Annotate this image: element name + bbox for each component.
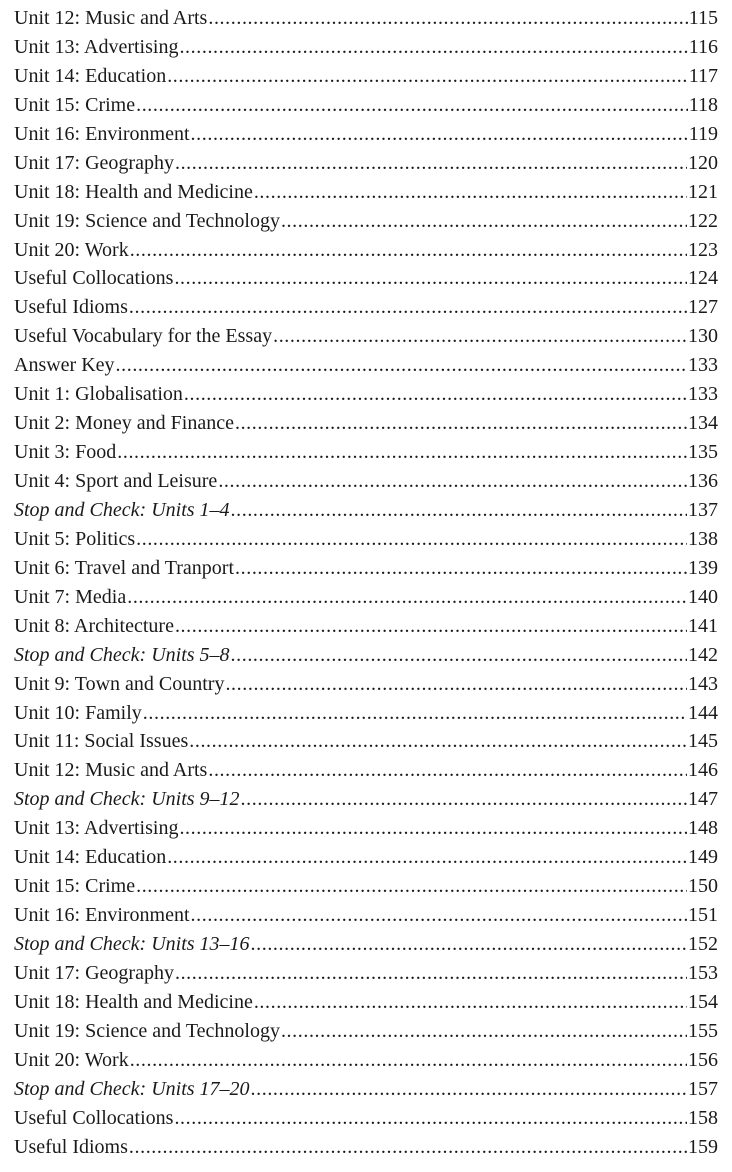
toc-entry-page: 121: [688, 180, 718, 203]
toc-entry-page: 147: [688, 788, 718, 811]
toc-entry: [14, 699, 718, 728]
toc-entry: [14, 33, 718, 62]
dot-leader: [167, 62, 688, 91]
toc-entry-title: Unit 12: Music and Arts: [14, 7, 208, 29]
toc-entry-title: Useful Collocations: [14, 1106, 174, 1129]
toc-entry: [14, 496, 718, 525]
toc-entry: [14, 612, 718, 641]
dot-leader: [179, 814, 687, 843]
toc-entry: [14, 1133, 718, 1162]
toc-entry-title: Unit 11: Social Issues: [14, 730, 189, 753]
toc-entry-page: 153: [688, 961, 718, 984]
toc-entry: [14, 380, 718, 409]
toc-entry: [14, 959, 718, 988]
toc-entry-page: 135: [688, 441, 718, 464]
toc-entry-page: 144: [688, 701, 718, 724]
dot-leader: [127, 583, 687, 612]
dot-leader: [129, 1133, 687, 1162]
dot-leader: [273, 322, 687, 351]
toc-entry-page: 152: [688, 933, 718, 955]
dot-leader: [117, 438, 687, 467]
toc-entry-page: 122: [688, 209, 718, 232]
toc-entry: [14, 1017, 718, 1046]
toc-entry-page: 120: [688, 151, 718, 174]
table-of-contents: [14, 4, 718, 1162]
dot-leader: [231, 496, 687, 525]
dot-leader: [136, 91, 688, 120]
toc-entry-page: 139: [688, 556, 718, 579]
toc-entry: [14, 583, 718, 612]
toc-entry: [14, 727, 718, 756]
toc-entry: [14, 4, 718, 33]
toc-entry: [14, 1046, 718, 1075]
dot-leader: [174, 264, 687, 293]
toc-entry-page: 149: [688, 846, 718, 869]
toc-entry-title: Stop and Check: Units 13–16: [14, 933, 250, 955]
toc-entry: [14, 785, 718, 814]
dot-leader: [191, 901, 687, 930]
toc-entry-title: Unit 16: Environment: [14, 122, 190, 145]
toc-entry-page: 134: [688, 412, 718, 435]
dot-leader: [218, 467, 687, 496]
toc-entry-title: Unit 18: Health and Medicine: [14, 180, 253, 203]
toc-entry-title: Useful Vocabulary for the Essay: [14, 325, 273, 348]
dot-leader: [136, 872, 687, 901]
toc-entry-title: Unit 6: Travel and Tranport: [14, 556, 235, 579]
toc-entry: [14, 409, 718, 438]
toc-entry: [14, 930, 718, 959]
toc-entry: [14, 178, 718, 207]
dot-leader: [130, 1046, 687, 1075]
toc-entry-title: Unit 17: Geography: [14, 151, 174, 174]
toc-entry-page: 148: [688, 817, 718, 840]
toc-entry-page: 118: [688, 93, 718, 116]
toc-entry-title: Unit 2: Money and Finance: [14, 412, 234, 435]
toc-entry: [14, 264, 718, 293]
toc-entry-page: 117: [688, 64, 718, 87]
toc-entry-title: Stop and Check: Units 1–4: [14, 498, 230, 521]
toc-entry: [14, 149, 718, 178]
toc-entry-title: Unit 1: Globalisation: [14, 383, 183, 406]
toc-entry-title: Stop and Check: Units 17–20: [14, 1077, 250, 1100]
toc-entry: [14, 120, 718, 149]
toc-entry-title: Unit 15: Crime: [14, 875, 136, 898]
toc-entry-page: 138: [688, 527, 718, 550]
toc-entry: [14, 901, 718, 930]
dot-leader: [208, 4, 687, 33]
dot-leader: [174, 1104, 687, 1133]
dot-leader: [231, 641, 687, 670]
toc-entry-page: 146: [688, 759, 718, 782]
toc-entry-page: 137: [688, 498, 718, 521]
dot-leader: [179, 33, 687, 62]
toc-entry: [14, 322, 718, 351]
toc-entry-page: 158: [688, 1106, 718, 1129]
toc-entry-title: Unit 17: Geography: [14, 961, 174, 984]
dot-leader: [136, 525, 687, 554]
dot-leader: [167, 843, 687, 872]
dot-leader: [225, 670, 687, 699]
dot-leader: [143, 699, 687, 728]
dot-leader: [281, 207, 687, 236]
toc-entry-page: 115: [688, 7, 718, 29]
toc-entry-page: 150: [688, 875, 718, 898]
dot-leader: [254, 178, 687, 207]
toc-entry-title: Unit 14: Education: [14, 64, 167, 87]
toc-entry-page: 130: [688, 325, 718, 348]
toc-entry-title: Unit 7: Media: [14, 585, 127, 608]
toc-entry-title: Stop and Check: Units 9–12: [14, 788, 240, 811]
toc-entry: [14, 843, 718, 872]
dot-leader: [281, 1017, 687, 1046]
toc-entry-page: 136: [688, 470, 718, 492]
toc-entry: [14, 293, 718, 322]
toc-entry: [14, 872, 718, 901]
dot-leader: [191, 120, 688, 149]
dot-leader: [175, 959, 687, 988]
toc-entry-page: 141: [688, 614, 718, 637]
toc-entry-title: Unit 18: Health and Medicine: [14, 990, 253, 1013]
toc-entry: [14, 756, 718, 785]
toc-entry-page: 140: [688, 585, 718, 608]
dot-leader: [130, 236, 687, 265]
toc-entry-page: 133: [688, 354, 718, 377]
toc-entry-title: Unit 20: Work: [14, 238, 129, 261]
toc-entry-title: Unit 14: Education: [14, 846, 167, 869]
dot-leader: [235, 409, 687, 438]
dot-leader: [189, 727, 687, 756]
toc-entry: [14, 525, 718, 554]
dot-leader: [254, 988, 687, 1017]
toc-entry-title: Unit 5: Politics: [14, 527, 136, 550]
dot-leader: [184, 380, 687, 409]
toc-entry-title: Useful Collocations: [14, 267, 174, 290]
toc-entry-title: Unit 15: Crime: [14, 93, 136, 116]
toc-entry-title: Unit 3: Food: [14, 441, 117, 464]
toc-entry-title: Unit 13: Advertising: [14, 817, 179, 840]
dot-leader: [251, 1075, 687, 1104]
toc-entry: [14, 1075, 718, 1104]
toc-entry: [14, 351, 718, 380]
toc-entry-page: 142: [688, 643, 718, 666]
toc-entry-page: 145: [688, 730, 718, 753]
toc-entry-title: Stop and Check: Units 5–8: [14, 643, 230, 666]
dot-leader: [175, 612, 687, 641]
toc-entry: [14, 988, 718, 1017]
toc-entry-page: 154: [688, 990, 718, 1013]
toc-entry-page: 156: [688, 1048, 718, 1071]
toc-entry: [14, 236, 718, 265]
toc-entry-title: Unit 10: Family: [14, 701, 142, 724]
dot-leader: [129, 293, 687, 322]
toc-entry: [14, 554, 718, 583]
toc-entry-page: 133: [688, 383, 718, 406]
toc-entry-title: Unit 12: Music and Arts: [14, 759, 208, 782]
toc-entry-page: 151: [688, 904, 718, 927]
toc-entry: [14, 467, 718, 496]
toc-entry: [14, 1104, 718, 1133]
toc-entry-page: 119: [688, 122, 718, 145]
toc-entry: [14, 814, 718, 843]
toc-entry-title: Useful Idioms: [14, 296, 128, 319]
toc-entry-title: Unit 13: Advertising: [14, 35, 179, 58]
toc-entry-page: 155: [688, 1019, 718, 1042]
dot-leader: [251, 930, 687, 959]
toc-entry: [14, 91, 718, 120]
toc-entry-title: Unit 4: Sport and Leisure: [14, 470, 218, 492]
dot-leader: [241, 785, 687, 814]
toc-entry: [14, 670, 718, 699]
toc-entry: [14, 207, 718, 236]
toc-entry: [14, 641, 718, 670]
toc-entry-title: Unit 16: Environment: [14, 904, 190, 927]
toc-entry-page: 143: [688, 672, 718, 695]
toc-entry-title: Unit 8: Architecture: [14, 614, 174, 637]
toc-entry-title: Unit 19: Science and Technology: [14, 209, 280, 232]
dot-leader: [116, 351, 687, 380]
toc-entry-title: Useful Idioms: [14, 1135, 128, 1158]
toc-entry-page: 123: [688, 238, 718, 261]
toc-entry-title: Unit 20: Work: [14, 1048, 129, 1071]
dot-leader: [175, 149, 687, 178]
toc-entry-page: 127: [688, 296, 718, 319]
toc-entry-title: Unit 19: Science and Technology: [14, 1019, 280, 1042]
toc-entry-title: Answer Key: [14, 354, 115, 377]
toc-entry-page: 157: [688, 1077, 718, 1100]
toc-entry: [14, 438, 718, 467]
dot-leader: [235, 554, 687, 583]
toc-entry-page: 124: [688, 267, 718, 290]
toc-entry-page: 159: [688, 1135, 718, 1158]
toc-entry: [14, 62, 718, 91]
dot-leader: [208, 756, 687, 785]
toc-entry-page: 116: [688, 35, 718, 58]
toc-entry-title: Unit 9: Town and Country: [14, 672, 225, 695]
